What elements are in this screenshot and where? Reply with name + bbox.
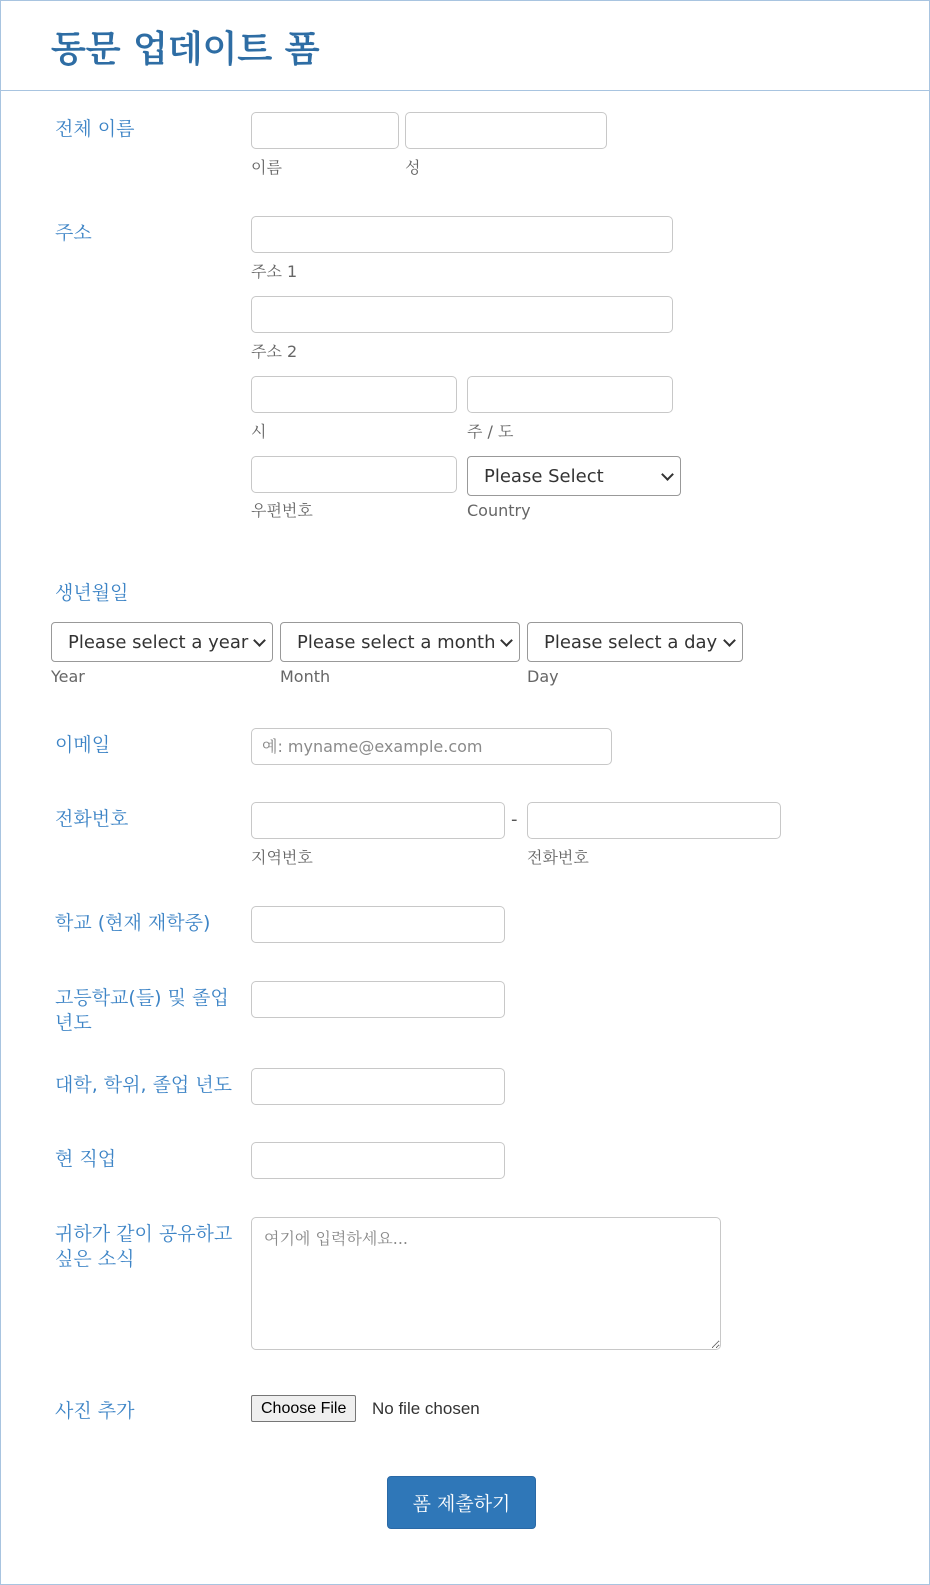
phone-area-sublabel: 지역번호 <box>251 848 313 867</box>
country-select[interactable] <box>467 456 681 496</box>
phone-number-input[interactable] <box>527 802 781 839</box>
city-input[interactable] <box>251 376 457 413</box>
address-label: 주소 <box>55 222 92 244</box>
chevron-down-icon <box>500 634 513 647</box>
birth-day-sublabel: Day <box>527 667 559 686</box>
chevron-down-icon <box>253 634 266 647</box>
college-label: 대학, 학위, 졸업 년도 <box>55 1074 233 1096</box>
birthdate-label: 생년월일 <box>55 582 129 604</box>
last-name-sublabel: 성 <box>405 158 421 177</box>
city-sublabel: 시 <box>251 422 267 441</box>
address-line1-input[interactable] <box>251 216 673 253</box>
state-input[interactable] <box>467 376 673 413</box>
state-sublabel: 주 / 도 <box>467 422 514 441</box>
email-input[interactable] <box>251 728 612 765</box>
high-school-input[interactable] <box>251 981 505 1018</box>
birth-day-value: Please select a day <box>544 631 718 653</box>
birth-day-select[interactable] <box>527 622 743 662</box>
choose-file-button[interactable]: Choose File <box>251 1395 356 1422</box>
form-header <box>1 1 929 91</box>
email-label: 이메일 <box>55 734 111 756</box>
address-line2-input[interactable] <box>251 296 673 333</box>
first-name-input[interactable] <box>251 112 399 149</box>
page-title: 동문 업데이트 폼 <box>51 29 320 70</box>
country-select-value: Please Select <box>484 465 604 487</box>
photo-label: 사진 추가 <box>55 1400 135 1422</box>
birth-year-select[interactable] <box>51 622 273 662</box>
submit-button[interactable]: 폼 제출하기 <box>387 1476 536 1529</box>
country-sublabel: Country <box>467 501 531 520</box>
school-input[interactable] <box>251 906 505 943</box>
occupation-label: 현 직업 <box>55 1148 117 1170</box>
birth-year-value: Please select a year <box>68 631 249 653</box>
full-name-label: 전체 이름 <box>55 118 135 140</box>
news-label: 귀하가 같이 공유하고 싶은 소식 <box>55 1223 233 1270</box>
news-textarea[interactable] <box>251 1217 721 1350</box>
college-input[interactable] <box>251 1068 505 1105</box>
chevron-down-icon <box>661 468 674 481</box>
chevron-down-icon <box>723 634 736 647</box>
school-label: 학교 (현재 재학중) <box>55 912 211 934</box>
birth-month-value: Please select a month <box>297 631 496 653</box>
zip-input[interactable] <box>251 456 457 493</box>
address-line2-sublabel: 주소 2 <box>251 342 298 361</box>
first-name-sublabel: 이름 <box>251 158 282 177</box>
phone-separator: - <box>511 809 518 830</box>
birth-year-sublabel: Year <box>51 667 85 686</box>
last-name-input[interactable] <box>405 112 607 149</box>
address-line1-sublabel: 주소 1 <box>251 262 298 281</box>
phone-number-sublabel: 전화번호 <box>527 848 589 867</box>
high-school-label: 고등학교(들) 및 졸업 년도 <box>55 987 229 1034</box>
file-status: No file chosen <box>372 1399 480 1418</box>
phone-label: 전화번호 <box>55 808 129 830</box>
occupation-input[interactable] <box>251 1142 505 1179</box>
zip-sublabel: 우편번호 <box>251 501 313 520</box>
birth-month-sublabel: Month <box>280 667 331 686</box>
phone-area-input[interactable] <box>251 802 505 839</box>
birth-month-select[interactable] <box>280 622 520 662</box>
